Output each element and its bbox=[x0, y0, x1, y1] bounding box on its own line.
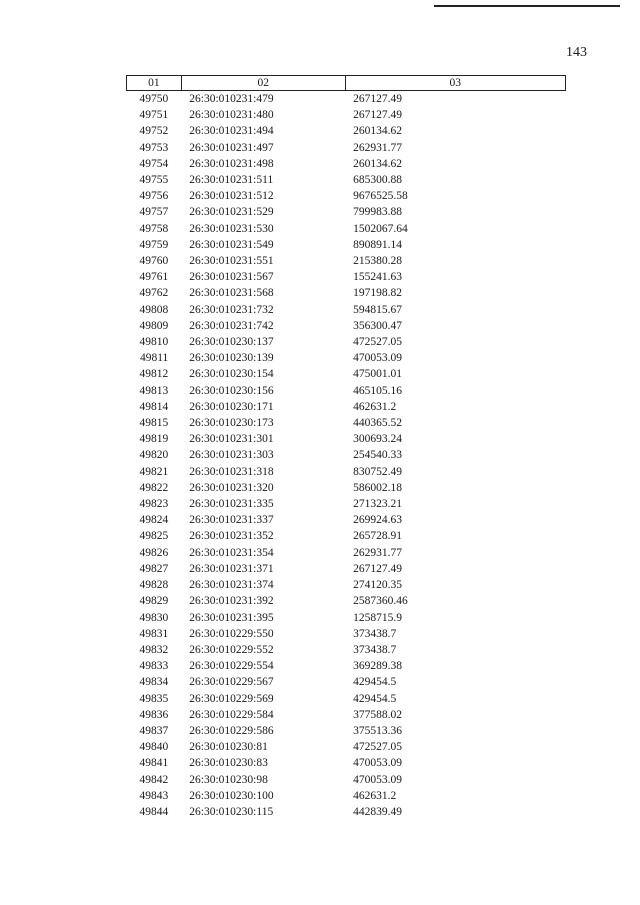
cadastral-number-cell: 26:30:010231:352 bbox=[189, 530, 274, 543]
value-cell: 685300.88 bbox=[353, 174, 402, 187]
cadastral-number-cell: 26:30:010230:98 bbox=[189, 773, 268, 786]
row-number-cell: 49761 bbox=[139, 271, 169, 284]
row-number-cell: 49830 bbox=[139, 611, 169, 624]
cadastral-number-cell: 26:30:010231:337 bbox=[189, 514, 274, 527]
row-number-cell: 49759 bbox=[139, 238, 169, 251]
table-row bbox=[127, 528, 566, 544]
value-cell: 429454.5 bbox=[353, 676, 397, 689]
table-row bbox=[127, 172, 566, 188]
row-number-cell: 49758 bbox=[139, 222, 169, 235]
table-row bbox=[127, 642, 566, 658]
value-cell: 262931.77 bbox=[353, 141, 402, 154]
value-cell: 377588.02 bbox=[353, 708, 402, 721]
row-number-cell: 49820 bbox=[139, 449, 169, 462]
table-row bbox=[127, 496, 566, 512]
row-number-cell: 49815 bbox=[139, 417, 169, 430]
cadastral-number-cell: 26:30:010231:374 bbox=[189, 579, 274, 592]
cadastral-number-cell: 26:30:010229:567 bbox=[189, 676, 274, 689]
row-number-cell: 49837 bbox=[139, 724, 169, 737]
cadastral-number-cell: 26:30:010229:552 bbox=[189, 643, 274, 656]
table-row bbox=[127, 383, 566, 399]
row-number-cell: 49826 bbox=[139, 546, 169, 559]
cadastral-number-cell: 26:30:010230:171 bbox=[189, 400, 274, 413]
table-row bbox=[127, 723, 566, 739]
value-cell: 265728.91 bbox=[353, 530, 402, 543]
row-number-cell: 49827 bbox=[139, 562, 169, 575]
cadastral-number-cell: 26:30:010229:550 bbox=[189, 627, 274, 640]
cadastral-number-cell: 26:30:010231:395 bbox=[189, 611, 274, 624]
column-header-02: 02 bbox=[181, 76, 345, 91]
row-number-cell: 49831 bbox=[139, 627, 169, 640]
table-row bbox=[127, 350, 566, 366]
value-cell: 586002.18 bbox=[353, 481, 402, 494]
cadastral-number-cell: 26:30:010231:479 bbox=[189, 93, 274, 105]
row-number-cell: 49755 bbox=[139, 174, 169, 187]
row-number-cell: 49757 bbox=[139, 206, 169, 219]
value-cell: 300693.24 bbox=[353, 433, 402, 446]
table-row bbox=[127, 674, 566, 690]
column-header-01: 01 bbox=[127, 76, 182, 91]
cadastral-number-cell: 26:30:010231:742 bbox=[189, 319, 274, 332]
cadastral-number-cell: 26:30:010231:371 bbox=[189, 562, 274, 575]
value-cell: 472527.05 bbox=[353, 741, 402, 754]
row-number-cell: 49811 bbox=[139, 352, 169, 365]
cadastral-number-cell: 26:30:010231:320 bbox=[189, 481, 274, 494]
cadastral-number-cell: 26:30:010231:551 bbox=[189, 255, 274, 268]
row-number-cell: 49814 bbox=[139, 400, 169, 413]
table-row bbox=[127, 318, 566, 334]
cadastral-number-cell: 26:30:010230:115 bbox=[189, 805, 274, 818]
table-row bbox=[127, 431, 566, 447]
table-row bbox=[127, 269, 566, 285]
column-header-03: 03 bbox=[345, 76, 565, 91]
row-number-cell: 49836 bbox=[139, 708, 169, 721]
cadastral-number-cell: 26:30:010231:512 bbox=[189, 190, 274, 203]
table-row bbox=[127, 804, 566, 820]
cadastral-number-cell: 26:30:010231:568 bbox=[189, 287, 274, 300]
table-row bbox=[127, 577, 566, 593]
table-row bbox=[127, 561, 566, 577]
table-row bbox=[127, 156, 566, 172]
cadastral-number-cell: 26:30:010231:301 bbox=[189, 433, 274, 446]
row-number-cell: 49813 bbox=[139, 384, 169, 397]
table-row bbox=[127, 593, 566, 609]
cadastral-number-cell: 26:30:010231:480 bbox=[189, 109, 274, 122]
cadastral-number-cell: 26:30:010231:567 bbox=[189, 271, 274, 284]
cadastral-number-cell: 26:30:010231:335 bbox=[189, 498, 274, 511]
table-row bbox=[127, 447, 566, 463]
value-cell: 262931.77 bbox=[353, 546, 402, 559]
cadastral-number-cell: 26:30:010230:100 bbox=[189, 789, 274, 802]
cadastral-number-cell: 26:30:010231:529 bbox=[189, 206, 274, 219]
row-number-cell: 49756 bbox=[139, 190, 169, 203]
table-row bbox=[127, 140, 566, 156]
row-number-cell: 49754 bbox=[139, 157, 169, 170]
value-cell: 462631.2 bbox=[353, 400, 397, 413]
table-row bbox=[127, 123, 566, 139]
table-header-row bbox=[127, 76, 566, 91]
value-cell: 799983.88 bbox=[353, 206, 402, 219]
cadastral-number-cell: 26:30:010231:732 bbox=[189, 303, 274, 316]
cadastral-number-cell: 26:30:010231:530 bbox=[189, 222, 274, 235]
table-row bbox=[127, 610, 566, 626]
value-cell: 267127.49 bbox=[353, 93, 402, 105]
row-number-cell: 49825 bbox=[139, 530, 169, 543]
row-number-cell: 49812 bbox=[139, 368, 169, 381]
value-cell: 442839.49 bbox=[353, 805, 402, 818]
row-number-cell: 49832 bbox=[139, 643, 169, 656]
row-number-cell: 49841 bbox=[139, 757, 169, 770]
row-number-cell: 49809 bbox=[139, 319, 169, 332]
value-cell: 594815.67 bbox=[353, 303, 402, 316]
value-cell: 215380.28 bbox=[353, 255, 402, 268]
value-cell: 267127.49 bbox=[353, 109, 402, 122]
row-number-cell: 49840 bbox=[139, 741, 169, 754]
data-table bbox=[126, 75, 566, 820]
value-cell: 260134.62 bbox=[353, 125, 402, 138]
value-cell: 440365.52 bbox=[353, 417, 402, 430]
value-cell: 890891.14 bbox=[353, 238, 402, 251]
value-cell: 1258715.9 bbox=[353, 611, 402, 624]
value-cell: 369289.38 bbox=[353, 660, 402, 673]
cadastral-number-cell: 26:30:010231:354 bbox=[189, 546, 274, 559]
value-cell: 465105.16 bbox=[353, 384, 402, 397]
cadastral-number-cell: 26:30:010230:137 bbox=[189, 336, 274, 349]
table-row bbox=[127, 399, 566, 415]
row-number-cell: 49844 bbox=[139, 805, 169, 818]
cadastral-number-cell: 26:30:010230:156 bbox=[189, 384, 274, 397]
row-number-cell: 49824 bbox=[139, 514, 169, 527]
value-cell: 470053.09 bbox=[353, 352, 402, 365]
table-row bbox=[127, 221, 566, 237]
row-number-cell: 49760 bbox=[139, 255, 169, 268]
value-cell: 267127.49 bbox=[353, 562, 402, 575]
table-row bbox=[127, 91, 566, 108]
cadastral-number-cell: 26:30:010230:154 bbox=[189, 368, 274, 381]
cadastral-number-cell: 26:30:010229:584 bbox=[189, 708, 274, 721]
cadastral-number-cell: 26:30:010230:83 bbox=[189, 757, 268, 770]
cadastral-number-cell: 26:30:010230:173 bbox=[189, 417, 274, 430]
row-number-cell: 49843 bbox=[139, 789, 169, 802]
value-cell: 475001.01 bbox=[353, 368, 402, 381]
cadastral-number-cell: 26:30:010231:549 bbox=[189, 238, 274, 251]
cadastral-number-cell: 26:30:010231:497 bbox=[189, 141, 274, 154]
table-body bbox=[127, 91, 566, 821]
value-cell: 429454.5 bbox=[353, 692, 397, 705]
value-cell: 197198.82 bbox=[353, 287, 402, 300]
row-number-cell: 49829 bbox=[139, 595, 169, 608]
cadastral-number-cell: 26:30:010230:81 bbox=[189, 741, 268, 754]
row-number-cell: 49821 bbox=[139, 465, 169, 478]
value-cell: 470053.09 bbox=[353, 773, 402, 786]
value-cell: 356300.47 bbox=[353, 319, 402, 332]
table-row bbox=[127, 658, 566, 674]
value-cell: 472527.05 bbox=[353, 336, 402, 349]
row-number-cell: 49751 bbox=[139, 109, 169, 122]
row-number-cell: 49835 bbox=[139, 692, 169, 705]
cadastral-number-cell: 26:30:010231:303 bbox=[189, 449, 274, 462]
value-cell: 373438.7 bbox=[353, 643, 397, 656]
header-rule bbox=[434, 5, 620, 7]
row-number-cell: 49819 bbox=[139, 433, 169, 446]
cadastral-number-cell: 26:30:010231:392 bbox=[189, 595, 274, 608]
table-row bbox=[127, 772, 566, 788]
table-row bbox=[127, 253, 566, 269]
cadastral-number-cell: 26:30:010231:318 bbox=[189, 465, 274, 478]
value-cell: 271323.21 bbox=[353, 498, 402, 511]
table-row bbox=[127, 334, 566, 350]
value-cell: 375513.36 bbox=[353, 724, 402, 737]
row-number-cell: 49842 bbox=[139, 773, 169, 786]
row-number-cell: 49808 bbox=[139, 303, 169, 316]
value-cell: 274120.35 bbox=[353, 579, 402, 592]
table-row bbox=[127, 204, 566, 220]
value-cell: 462631.2 bbox=[353, 789, 397, 802]
row-number-cell: 49834 bbox=[139, 676, 169, 689]
cadastral-number-cell: 26:30:010229:569 bbox=[189, 692, 274, 705]
row-number-cell: 49828 bbox=[139, 579, 169, 592]
row-number-cell: 49762 bbox=[139, 287, 169, 300]
table-row bbox=[127, 188, 566, 204]
table-row bbox=[127, 691, 566, 707]
value-cell: 373438.7 bbox=[353, 627, 397, 640]
cadastral-number-cell: 26:30:010229:586 bbox=[189, 724, 274, 737]
table-row bbox=[127, 755, 566, 771]
row-number-cell: 49752 bbox=[139, 125, 169, 138]
table-row bbox=[127, 237, 566, 253]
cadastral-number-cell: 26:30:010231:511 bbox=[189, 174, 274, 187]
table-row bbox=[127, 545, 566, 561]
row-number-cell: 49810 bbox=[139, 336, 169, 349]
value-cell: 269924.63 bbox=[353, 514, 402, 527]
page-number: 143 bbox=[566, 45, 587, 60]
table-row bbox=[127, 739, 566, 755]
table-row bbox=[127, 480, 566, 496]
table-row bbox=[127, 512, 566, 528]
row-number-cell: 49823 bbox=[139, 498, 169, 511]
row-number-cell: 49750 bbox=[139, 93, 169, 105]
row-number-cell: 49833 bbox=[139, 660, 169, 673]
cadastral-number-cell: 26:30:010231:498 bbox=[189, 157, 274, 170]
value-cell: 2587360.46 bbox=[353, 595, 408, 608]
table-row bbox=[127, 302, 566, 318]
value-cell: 155241.63 bbox=[353, 271, 402, 284]
table-row bbox=[127, 366, 566, 382]
row-number-cell: 49753 bbox=[139, 141, 169, 154]
value-cell: 254540.33 bbox=[353, 449, 402, 462]
table-row bbox=[127, 464, 566, 480]
data-table-container bbox=[126, 75, 566, 820]
row-number-cell: 49822 bbox=[139, 481, 169, 494]
value-cell: 470053.09 bbox=[353, 757, 402, 770]
cadastral-number-cell: 26:30:010230:139 bbox=[189, 352, 274, 365]
cadastral-number-cell: 26:30:010231:494 bbox=[189, 125, 274, 138]
value-cell: 260134.62 bbox=[353, 157, 402, 170]
value-cell: 9676525.58 bbox=[353, 190, 408, 203]
table-row bbox=[127, 107, 566, 123]
cadastral-number-cell: 26:30:010229:554 bbox=[189, 660, 274, 673]
table-row bbox=[127, 285, 566, 301]
table-row bbox=[127, 788, 566, 804]
value-cell: 830752.49 bbox=[353, 465, 402, 478]
table-row bbox=[127, 707, 566, 723]
value-cell: 1502067.64 bbox=[353, 222, 408, 235]
table-row bbox=[127, 626, 566, 642]
table-row bbox=[127, 415, 566, 431]
